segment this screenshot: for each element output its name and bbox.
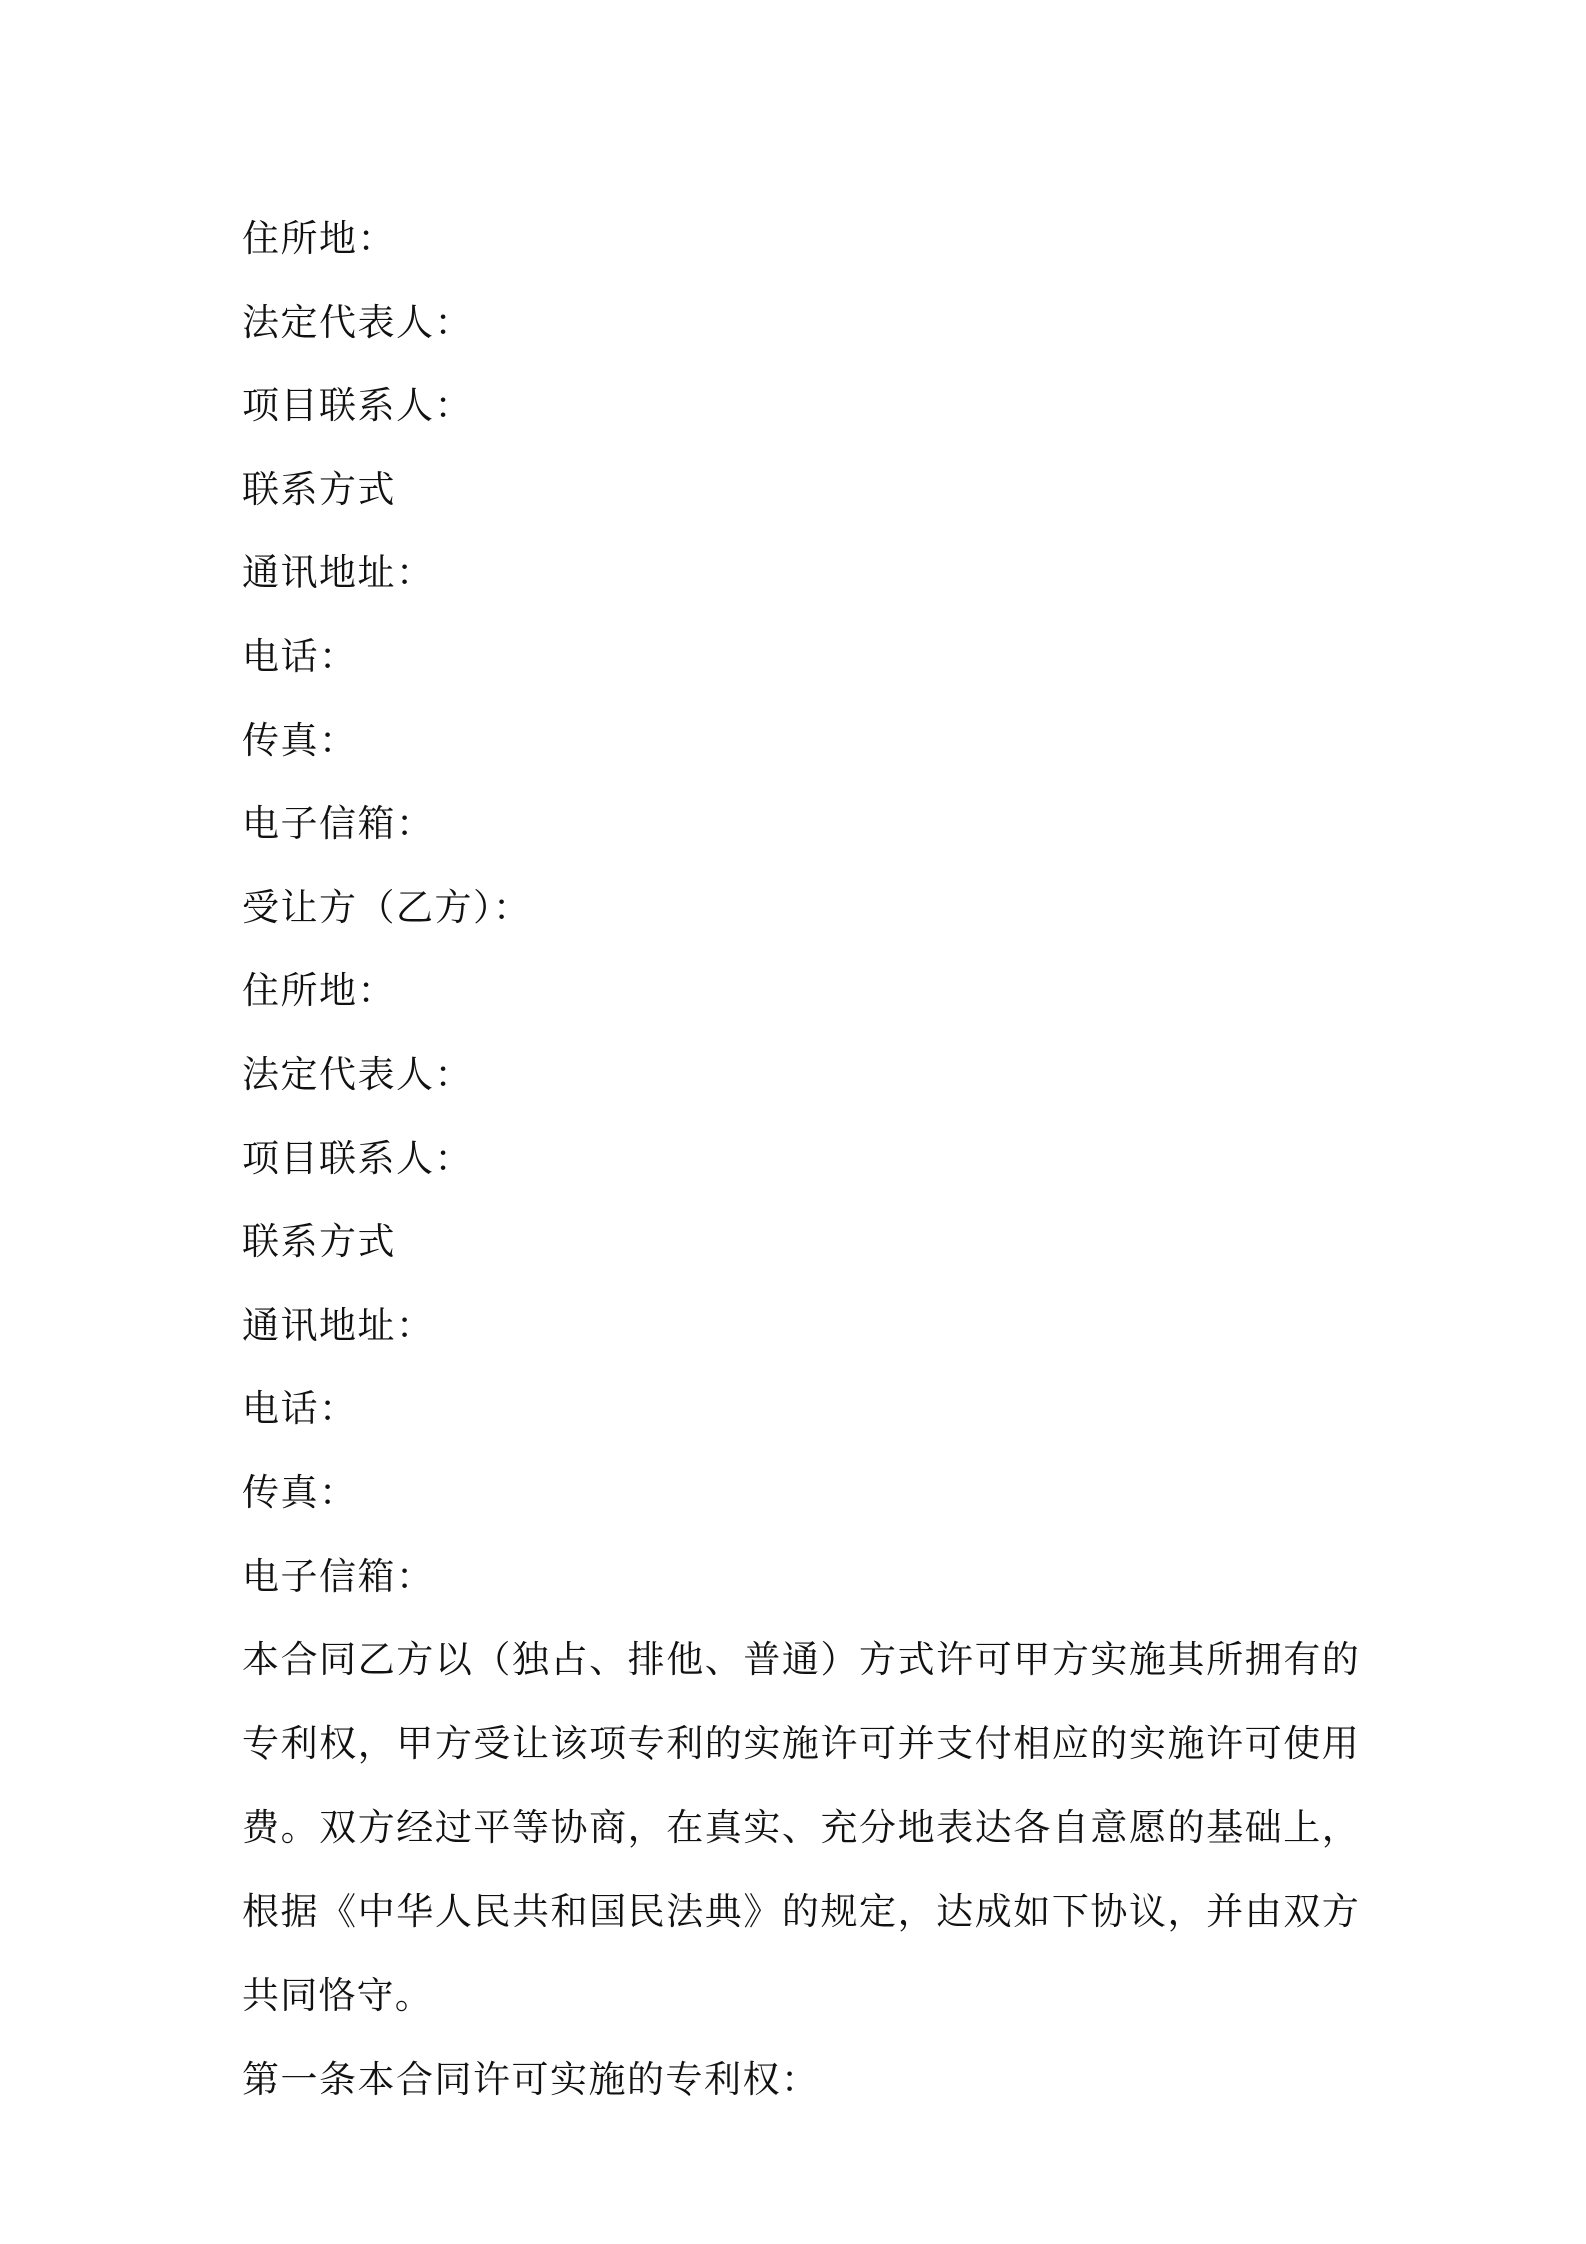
party-a-fax-label: 传真：: [242, 718, 358, 762]
party-a-legal-rep-label: 法定代表人：: [242, 300, 473, 344]
party-a-mailing-address-label: 通讯地址：: [242, 551, 435, 595]
party-b-heading: 受让方（乙方）：: [242, 885, 532, 929]
party-b-project-contact-label: 项目联系人：: [242, 1136, 473, 1180]
party-b-legal-rep-label: 法定代表人：: [242, 1052, 473, 1096]
party-a-phone-label: 电话：: [242, 634, 358, 678]
party-b-mailing-address-label: 通讯地址：: [242, 1303, 435, 1347]
party-a-email-label: 电子信箱：: [242, 802, 435, 846]
party-b-address-label: 住所地：: [242, 969, 396, 1013]
preamble-paragraph: 本合同乙方以（独占、排他、普通）方式许可甲方实施其所拥有的专利权，甲方受让该项专利的实施许可并支付相应的实施许可使用费。双方经过平等协商，在真实、充分地表达各自意愿的基础上，根据《中华人民共和国民法典》的规定，达成如下协议，并由双方共同恪守。: [242, 1638, 1360, 2018]
party-a-address-label: 住所地：: [242, 217, 396, 260]
party-b-contact-method-label: 联系方式: [242, 1220, 396, 1264]
party-a-project-contact-label: 项目联系人：: [242, 384, 473, 428]
contract-body: [242, 197, 1360, 2122]
party-b-fax-label: 传真：: [242, 1470, 358, 1514]
article-1-heading: 第一条本合同许可实施的专利权：: [242, 2058, 820, 2102]
party-b-phone-label: 电话：: [242, 1387, 358, 1431]
party-a-contact-method-label: 联系方式: [242, 467, 396, 511]
party-b-email-label: 电子信箱：: [242, 1554, 435, 1598]
